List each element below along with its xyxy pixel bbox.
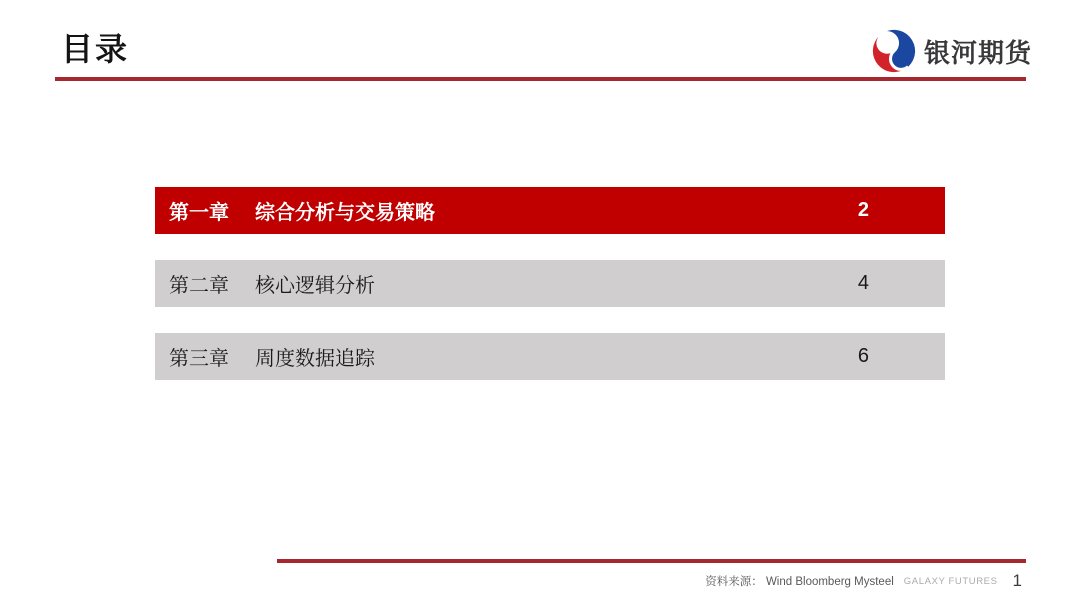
toc-row-chapter-3 <box>155 333 945 380</box>
footer-brand-en: GALAXY FUTURES <box>903 575 998 587</box>
toc-chapter-title: 周度数据追踪 <box>255 348 375 370</box>
footer <box>705 571 1022 591</box>
toc-page-number: 2 <box>857 199 869 221</box>
toc-chapter-title: 综合分析与交易策略 <box>255 202 435 224</box>
toc-page-number: 6 <box>857 345 869 367</box>
galaxy-swirl-icon <box>872 29 916 73</box>
footer-page-number: 1 <box>1012 571 1022 590</box>
toc-row-chapter-1 <box>155 187 945 234</box>
toc-chapter-label: 第二章 <box>169 275 229 297</box>
toc-page-number: 4 <box>857 272 869 294</box>
toc-chapter-label: 第三章 <box>169 348 229 370</box>
toc-row-chapter-2 <box>155 260 945 307</box>
brand-logo <box>872 29 1032 73</box>
brand-name: 银河期货 <box>924 37 1033 68</box>
title-underline-rule <box>55 77 1026 81</box>
toc-chapter-title: 核心逻辑分析 <box>255 275 375 297</box>
table-of-contents <box>155 187 945 406</box>
toc-chapter-label: 第一章 <box>169 202 229 224</box>
footer-rule <box>277 559 1026 563</box>
page-title: 目录 <box>61 31 130 67</box>
data-source-text: 资料来源： Wind Bloomberg Mysteel <box>705 576 894 588</box>
